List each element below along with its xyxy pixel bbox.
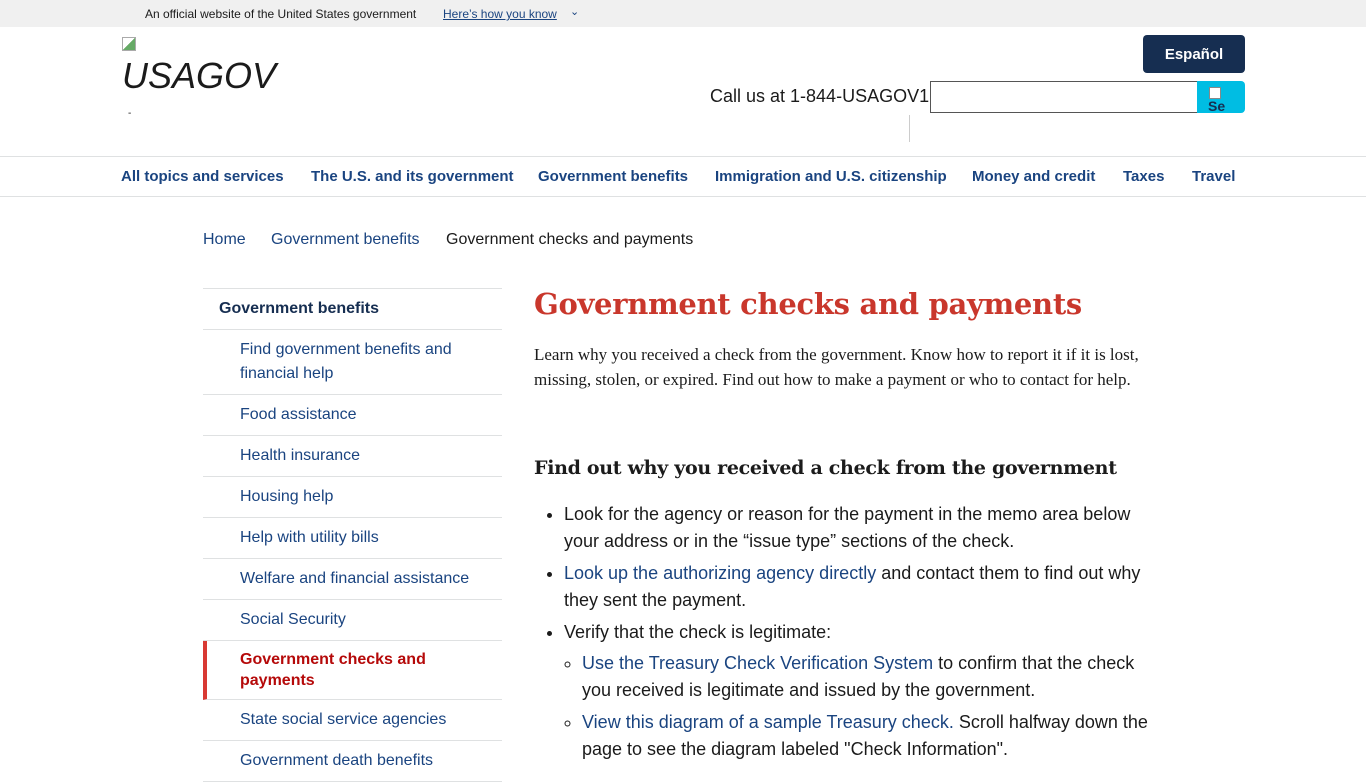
divider: [909, 115, 910, 142]
search-button-label: Se: [1208, 98, 1226, 114]
main-nav: [0, 156, 1366, 197]
sidebar-item[interactable]: Food assistance: [203, 395, 502, 436]
list-item-text: to confirm that the check you received is legitimate and issued by the government.: [582, 653, 1135, 700]
espanol-button[interactable]: Español: [1143, 35, 1245, 73]
sidebar-item[interactable]: State social service agencies: [203, 700, 502, 741]
breadcrumb-government-benefits[interactable]: Government benefits: [271, 231, 420, 248]
sample-check-diagram-link[interactable]: View this diagram of a sample Treasury check.: [582, 712, 954, 732]
phone-text: Call us at 1-844-USAGOV1: [710, 86, 930, 106]
list-item: [564, 619, 1164, 763]
page-title: Government checks and payments: [534, 287, 1082, 321]
sidebar-item[interactable]: Health insurance: [203, 436, 502, 477]
how-you-know-link[interactable]: Here’s how you know: [443, 7, 557, 21]
nav-immigration[interactable]: Immigration and U.S. citizenship: [715, 168, 947, 185]
sidebar-title[interactable]: Government benefits: [203, 289, 502, 330]
nav-taxes[interactable]: Taxes: [1123, 168, 1165, 185]
official-text: An official website of the United States government: [145, 7, 417, 21]
nav-government-benefits[interactable]: Government benefits: [538, 168, 689, 185]
sidebar-item[interactable]: Find government benefits and financial help: [203, 330, 502, 395]
sidebar-item[interactable]: Housing help: [203, 477, 502, 518]
sidebar-nav: [203, 288, 502, 782]
authorizing-agency-link[interactable]: Look up the authorizing agency directly: [564, 563, 877, 583]
nav-travel[interactable]: Travel: [1192, 168, 1236, 185]
intro-text: Learn why you received a check from the government. Know how to report it if it is lost, missing, stolen, or expired. Find out how to make a payment or who to contact for help.: [534, 345, 1139, 389]
sidebar-item[interactable]: Social Security: [203, 600, 502, 641]
nav-all-topics[interactable]: All topics and services: [121, 168, 284, 185]
nav-money-credit[interactable]: Money and credit: [972, 168, 1096, 185]
logo-dot: -: [128, 108, 132, 119]
nav-us-government[interactable]: The U.S. and its government: [311, 168, 514, 185]
official-banner: [0, 0, 1366, 27]
chevron-down-icon[interactable]: ⌄: [570, 6, 580, 18]
logo[interactable]: USAGOV: [122, 55, 277, 96]
sidebar-item[interactable]: Help with utility bills: [203, 518, 502, 559]
reasons-list: [564, 501, 1164, 768]
sidebar-item[interactable]: Government death benefits: [203, 741, 502, 782]
list-item: [564, 501, 1164, 555]
breadcrumb-current: Government checks and payments: [446, 231, 694, 248]
search-input[interactable]: [930, 81, 1198, 113]
list-item-text: Look for the agency or reason for the payment in the memo area below your address or in the “issue type” sections of the check.: [564, 504, 1131, 551]
sidebar-item[interactable]: Welfare and financial assistance: [203, 559, 502, 600]
list-item-text: and contact them to find out why they sent the payment.: [564, 563, 1141, 610]
sidebar-item-current[interactable]: Government checks and payments: [203, 641, 502, 700]
search-button[interactable]: [1197, 81, 1245, 113]
breadcrumb-home[interactable]: Home: [203, 231, 246, 248]
treasury-verification-link[interactable]: Use the Treasury Check Verification System: [582, 653, 934, 673]
list-item-text: Scroll halfway down the page to see the diagram labeled "Check Information".: [582, 712, 1148, 759]
list-item: [582, 650, 1164, 704]
sub-list: [582, 650, 1164, 763]
list-item-text: Verify that the check is legitimate:: [564, 622, 832, 642]
section-heading: Find out why you received a check from the government: [534, 457, 1117, 479]
list-item: [582, 709, 1164, 763]
broken-image-icon: [122, 37, 136, 51]
list-item: [564, 560, 1164, 614]
